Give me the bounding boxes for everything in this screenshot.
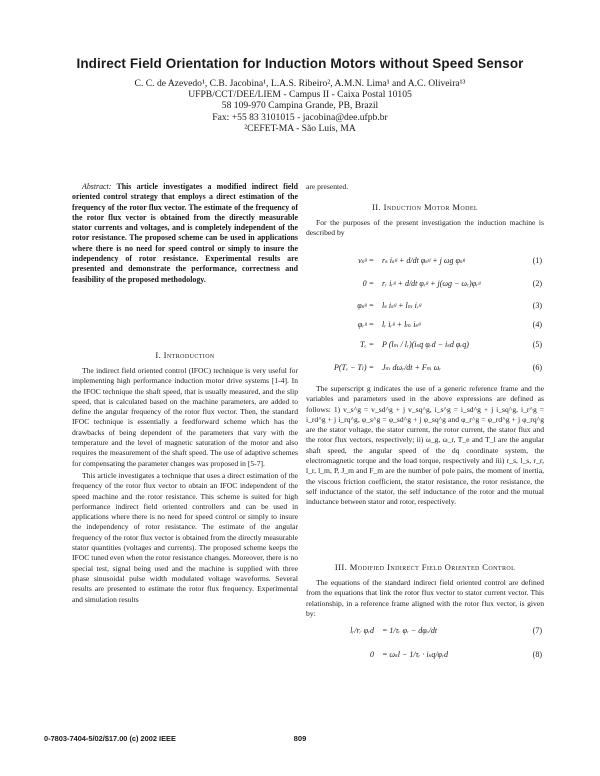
equation-number: (4)	[532, 320, 542, 329]
equation-rhs: rₛ iₛᵍ + d/dt φₛᵍ + j ωg φₛᵍ	[382, 256, 465, 265]
equation-7	[306, 626, 544, 640]
equation-4	[306, 320, 544, 334]
equation-1	[306, 256, 544, 270]
model-intro	[306, 218, 544, 239]
equation-rhs: P (lₘ / lᵣ)(iₛq φᵣd − iₛd φᵣq)	[382, 340, 469, 349]
equation-lhs: vₛᵍ =	[358, 256, 374, 265]
affiliation-line-2: 58 109-970 Campina Grande, PB, Brazil	[221, 100, 379, 112]
abstract	[72, 182, 298, 285]
affiliation-line-3: ²CEFET-MA - São Luís, MA	[244, 122, 356, 134]
introduction-body	[72, 366, 298, 605]
equation-8	[306, 650, 544, 664]
equation-number: (6)	[532, 363, 542, 372]
equation-lhs: P(Tₑ − Tₗ) =	[334, 363, 374, 372]
equation-2	[306, 279, 544, 293]
authors-line: C. C. de Azevedo¹, C.B. Jacobina¹, L.A.S. Ribeiro², A.M.N. Lima¹ and A.C. Oliveira¹³	[134, 78, 466, 89]
model-definitions	[306, 384, 544, 508]
ifoc-body	[306, 578, 544, 619]
equation-6	[306, 363, 544, 377]
equation-lhs: Tₑ =	[360, 340, 374, 349]
equation-number: (5)	[532, 340, 542, 349]
equation-lhs: 0 =	[362, 279, 374, 288]
equation-lhs: φₛᵍ =	[357, 301, 374, 310]
equation-rhs: lₛ iₛᵍ + lₘ iᵣᵍ	[382, 301, 422, 310]
equation-lhs: 0	[370, 650, 374, 659]
abstract-lead: Abstract:	[82, 182, 112, 191]
model-intro-paragraph: For the purposes of the present investigation the induction machine is described by	[306, 218, 544, 238]
paper-title: Indirect Field Orientation for Induction Motors without Speed Sensor	[76, 56, 524, 71]
section-heading-introduction: I. Introduction	[155, 350, 215, 360]
equation-rhs: rᵣ iᵣᵍ + d/dt φᵣᵍ + j(ωg − ωᵣ)φᵣᵍ	[382, 279, 481, 288]
equation-rhs: = 1/τᵣ φᵣ − dφᵣ/dt	[382, 626, 438, 635]
affiliation-line-1: UFPB/CCT/DEE/LIEM - Campus II - Caixa Postal 10105	[188, 89, 412, 101]
equation-number: (1)	[532, 256, 542, 265]
right-top-text: are presented.	[306, 182, 349, 191]
contact-line: Fax: +55 83 3101015 - jacobina@dee.ufpb.br	[212, 111, 388, 123]
equation-number: (2)	[532, 279, 542, 288]
equation-number: (8)	[532, 650, 542, 659]
abstract-text: This article investigates a modified indirect field oriented control strategy that employs a direct estimation of the frequency of the rotor flux vector. The estimate of the frequency of the rotor flux vector is obtained from the directly measurable stator currents and voltages, and is completely independent of the rotor resistance. The proposed scheme can be used in applications where there is no need for speed control or simply to insure the independency of rotor resistance. Experimental results are presented and demonstrate the performance, correctness and feasibility of the proposed methodology.	[72, 182, 298, 284]
equation-lhs: lᵣ/rᵣ φᵣd	[350, 626, 374, 635]
model-paragraph-2: The superscript g indicates the use of a generic reference frame and the variables and parameters used in the above expressions are defined as follows: 1) v_s^g = v_sd^g + j v_sq^g, i_s^g = i_sd^g + j i_sq^g, i_r^g = i_rd^g + j i_rq^g, φ_s^g = φ_sd^g + j φ_sq^g and φ_r^g = φ_rd^g + j φ_rq^g are the stator voltage, the stator current, the rotor current, the stator flux and the rotor flux vectors, respectively; ii) ω_g, ω_r, T_e and T_l are the angular shaft speed, the angular speed of the dq coordinate system, the electromagnetic torque and the load torque, respectively and iii) r_s, l_s, r_r, l_r, l_m, P, J_m and F_m are the number of pole pairs, the moment of inertia, the viscous friction coefficient, the stator resistance, the rotor resistance, the self inductance of the stator, the self inductance of the rotor and the mutual inductance between stator and rotor, respectively.	[306, 384, 544, 507]
section-heading-model: II. Induction Motor Model	[371, 202, 478, 212]
equation-rhs: Jₘ dωᵣ/dt + Fₘ ωᵣ	[382, 363, 442, 372]
equation-number: (3)	[532, 301, 542, 310]
equation-rhs: = ωₛl − 1/τᵣ · iₛq/φᵣd	[382, 650, 448, 659]
author-block	[0, 78, 600, 134]
page-number: 809	[293, 734, 307, 743]
equation-3	[306, 301, 544, 315]
equation-lhs: φᵣᵍ =	[357, 320, 374, 329]
intro-paragraph-1: The indirect field oriented control (IFOC) technique is very useful for implementing high performance induction motor drive systems [1-4]. In the IFOC technique the shaft speed, that is usually measured, and the slip speed, that is calculated based on the machine parameters, are added to define the angular frequency of the rotor flux vector. Then, the standard IFOC technique is essentially a feedforward scheme which has the drawbacks of being dependent of the parameters that vary with the temperature and the level of magnetic saturation of the motor and also requires the measurement of the shaft speed. The use of adaptive schemes for compensating the parameter changes was proposed in [5-7].	[72, 366, 298, 468]
copyright-footer: 0-7803-7404-5/02/$17.00 (c) 2002 IEEE	[44, 734, 176, 743]
equation-number: (7)	[532, 626, 542, 635]
equation-rhs: lᵣ iᵣᵍ + lₘ iₛᵍ	[382, 320, 421, 329]
ifoc-paragraph-1: The equations of the standard indirect field oriented control are defined from the equations that link the rotor flux vector to stator current vector. This relationship, in a reference frame aligned with the rotor flux vector, is given by:	[306, 578, 544, 618]
intro-paragraph-2: This article investigates a technique that uses a direct estimation of the frequency of the rotor flux vector to obtain an IFOC independent of the speed machine and the rotor resistance. This scheme is suited for high performance indirect field oriented controllers and can be used in applications where there is no need for speed control or simply to insure the independency of rotor resistance. The estimate of the angular frequency of the rotor flux vector is obtained from the directly measurable stator quantities (voltages and currents). The proposed scheme keeps the IFOC tuned even when the rotor resistance changes. Moreover, there is no special test, signal being used and the machine is supplied with three phase sinusoidal pulse width modulated voltage waveforms. Several results are presented to estimate the rotor flux frequency. Experimental and simulation results	[72, 470, 298, 604]
equation-5	[306, 340, 544, 354]
section-heading-ifoc: III. Modified Indirect Field Oriented Control	[334, 562, 516, 572]
